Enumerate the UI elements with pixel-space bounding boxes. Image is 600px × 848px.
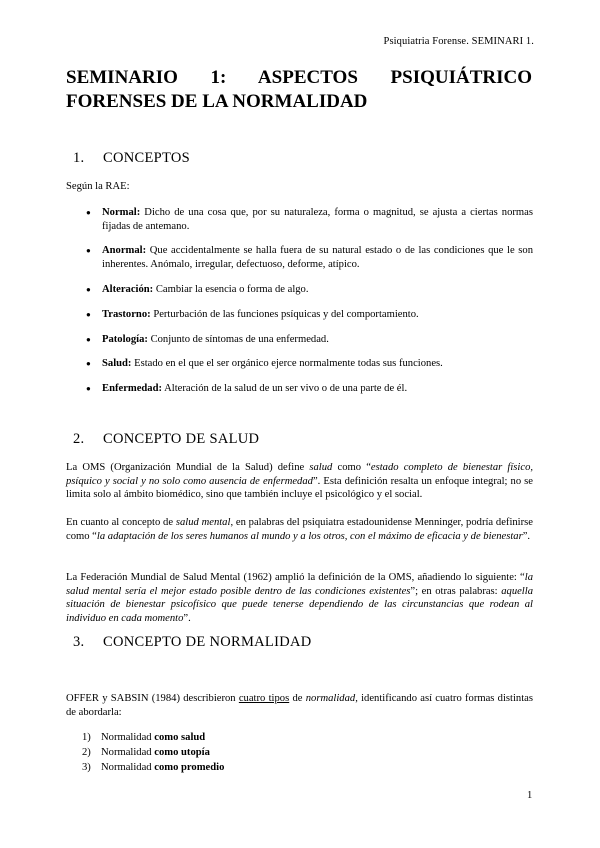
- list-item: [86, 206, 533, 233]
- paragraph-menninger: En cuanto al concepto de salud mental, en palabras del psiquiatra estadounidense Menninger, podría definirse como “la adaptación de los seres humanos al mundo y a los otros, con el máximo de eficacia y de bienestar”.: [66, 517, 533, 542]
- paragraph-oms: La OMS (Organización Mundial de la Salud) define salud como “estado completo de bienestar físico, psíquico y social y no solo como ausencia de enfermedad”. Esta definición resalta un enfoque integral; no se limita solo al ámbito biomédico, sino que también incluye el psicológico y el social.: [66, 462, 534, 501]
- bullet-icon: ●: [86, 310, 91, 319]
- section-number: 2.: [73, 431, 85, 447]
- list-item: 3) Normalidad como promedio: [82, 762, 225, 773]
- list-item: 2) Normalidad como utopía: [82, 747, 210, 758]
- section-heading-conceptos: [73, 150, 190, 167]
- bullet-icon: ●: [86, 246, 91, 255]
- term: Anormal:: [102, 245, 147, 256]
- list-item: [86, 283, 533, 297]
- list-item: [86, 357, 533, 371]
- paragraph-federacion: La Federación Mundial de Salud Mental (1962) amplió la definición de la OMS, añadiendo lo siguiente: “la salud mental sería el mejor estado posible dentro de las condiciones existentes”; en otras palabras: aquella situación de bienestar psicofísico que puede tenerse dependiendo de las circunstancias que rodean al individuo en cada momento”.: [66, 572, 533, 624]
- bullet-icon: ●: [86, 208, 91, 217]
- bullet-icon: ●: [86, 285, 91, 294]
- term: Trastorno:: [102, 309, 151, 320]
- list-item: [86, 382, 533, 396]
- section-title: CONCEPTOS: [103, 150, 191, 166]
- list-item: [86, 308, 533, 322]
- page-number: 1: [527, 790, 533, 801]
- document-title: SEMINARIO 1: ASPECTOS PSIQUIÁTRICO FORENSES DE LA NORMALIDAD: [66, 67, 532, 112]
- section-title: CONCEPTO DE NORMALIDAD: [103, 634, 312, 650]
- list-item: 1) Normalidad como salud: [82, 732, 206, 743]
- paragraph-offer-sabsin: OFFER y SABSIN (1984) describieron cuatro tipos de normalidad, identificando así cuatro formas distintas de abordarla:: [66, 693, 533, 718]
- term: Alteración:: [102, 284, 154, 295]
- definition: Dicho de una cosa que, por su naturaleza, forma o magnitud, se ajusta a ciertas normas fijadas de antemano.: [102, 207, 533, 232]
- rae-intro: Según la RAE:: [66, 181, 130, 192]
- running-header: Psiquiatria Forense. SEMINARI 1.: [383, 36, 534, 47]
- section-number: 1.: [73, 150, 85, 166]
- section-number: 3.: [73, 634, 85, 650]
- definition: Estado en el que el ser orgánico ejerce normalmente todas sus funciones.: [134, 358, 443, 369]
- section-heading-normalidad: [73, 634, 312, 651]
- bullet-icon: ●: [86, 335, 91, 344]
- definition: Perturbación de las funciones psíquicas y del comportamiento.: [153, 309, 419, 320]
- list-item: [86, 333, 533, 347]
- section-title: CONCEPTO DE SALUD: [103, 431, 260, 447]
- term: Salud:: [102, 358, 132, 369]
- definition: Que accidentalmente se halla fuera de su natural estado o de las condiciones que le son inherentes. Anómalo, irregular, defectuoso, deforme, atípico.: [102, 245, 533, 270]
- term: Normal:: [102, 207, 141, 218]
- bullet-icon: ●: [86, 384, 91, 393]
- term: Patología:: [102, 334, 148, 345]
- term: Enfermedad:: [102, 383, 163, 394]
- section-heading-salud: [73, 431, 259, 448]
- definition: Cambiar la esencia o forma de algo.: [155, 284, 309, 295]
- list-item: [86, 244, 533, 271]
- definition: Conjunto de síntomas de una enfermedad.: [150, 334, 329, 345]
- bullet-icon: ●: [86, 359, 91, 368]
- definition: Alteración de la salud de un ser vivo o de una parte de él.: [164, 383, 408, 394]
